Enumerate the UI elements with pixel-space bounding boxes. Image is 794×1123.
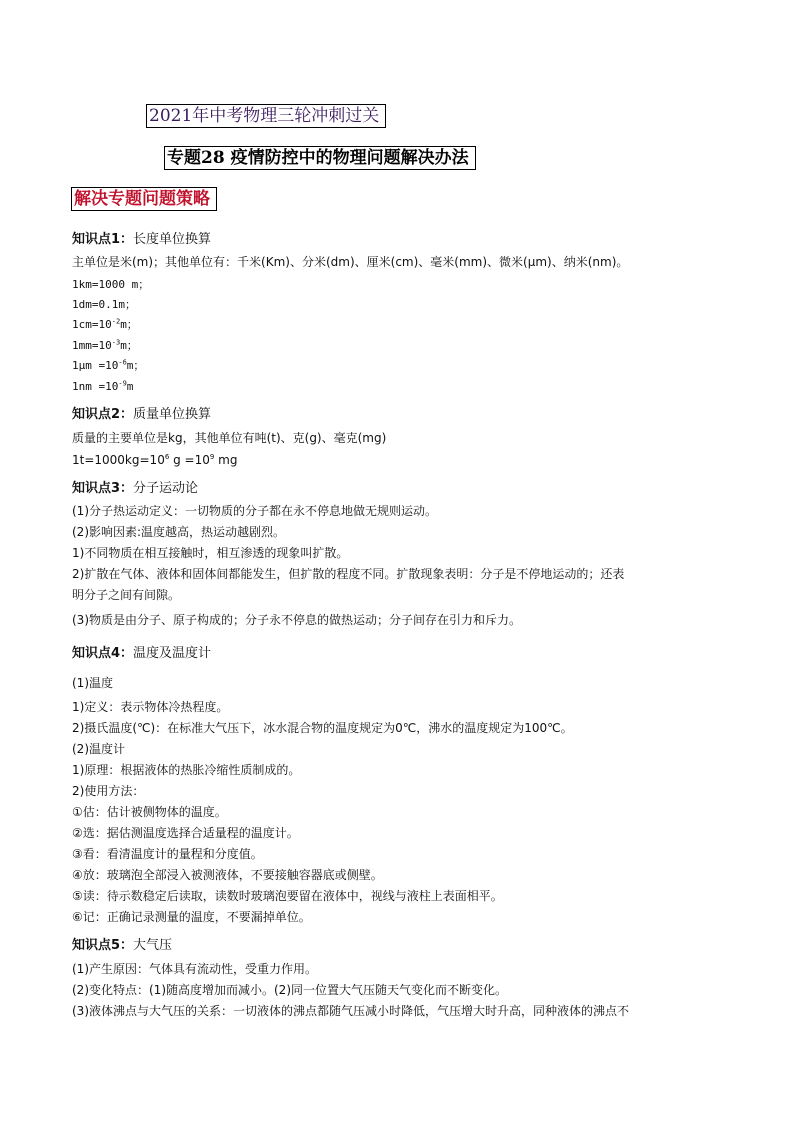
paragraph: (1)产生原因：气体具有流动性，受重力作用。 — [72, 962, 317, 976]
paragraph: 1km=1000 m； — [72, 278, 150, 291]
paragraph: 1)原理：根据液体的热胀冷缩性质制成的。 — [72, 763, 301, 777]
paragraph: (1)分子热运动定义：一切物质的分子都在永不停息地做无规则运动。 — [72, 504, 438, 518]
section-title: 大气压 — [133, 938, 173, 953]
paragraph: 2)使用方法： — [72, 784, 145, 798]
exponent: -6 — [118, 358, 127, 367]
section-label: 知识点5： — [72, 938, 134, 953]
formula-line — [72, 452, 237, 468]
exponent: 9 — [209, 453, 215, 461]
paragraph: (2)温度计 — [72, 742, 125, 756]
paragraph: 2)摄氏温度(℃)：在标准大气压下，冰水混合物的温度规定为0℃，沸水的温度规定为100℃。 — [72, 721, 573, 735]
exponent: -2 — [111, 317, 121, 326]
section-title: 分子运动论 — [133, 481, 199, 496]
section-heading-5 — [72, 934, 172, 953]
paragraph: ④放：玻璃泡全部浸入被测液体，不要接触容器底或侧壁。 — [72, 868, 383, 882]
paragraph: 明分子之间有间隙。 — [72, 588, 181, 602]
exponent: -3 — [111, 338, 121, 347]
exponent: 6 — [164, 453, 170, 461]
exponent: -9 — [118, 379, 127, 388]
paragraph: 1)定义：表示物体冷热程度。 — [72, 700, 229, 714]
section-heading-4 — [72, 642, 211, 661]
paragraph: 质量的主要单位是kg，其他单位有吨(t)、克(g)、毫克(mg) — [72, 431, 387, 445]
section-title: 长度单位换算 — [133, 232, 212, 247]
section-label: 知识点2： — [72, 407, 134, 422]
document-title: 2021年中考物理三轮冲刺过关 — [146, 104, 386, 128]
paragraph: 主单位是米(m)；其他单位有：千米(Km)、分米(dm)、厘米(cm)、毫米(mm)、微米(μm)、纳米(nm)。 — [72, 255, 629, 269]
formula-text: m； — [126, 359, 145, 372]
paragraph: 2)扩散在气体、液体和固体间都能发生，但扩散的程度不同。扩散现象表明：分子是不停地运动的；还表 — [72, 567, 625, 581]
section-heading-3 — [72, 477, 198, 496]
paragraph: (3)物质是由分子、原子构成的；分子永不停息的做热运动；分子间存在引力和斥力。 — [72, 613, 522, 627]
paragraph: (2)影响因素:温度越高，热运动越剧烈。 — [72, 525, 286, 539]
formula-text: m； — [120, 339, 138, 352]
formula-text: m — [126, 380, 134, 393]
section-heading-2 — [72, 403, 211, 422]
formula-line — [72, 358, 144, 374]
section-label: 知识点1： — [72, 232, 134, 247]
formula-line — [72, 379, 133, 395]
section-label: 知识点3： — [72, 481, 134, 496]
strategy-heading: 解决专题问题策略 — [71, 187, 217, 211]
formula-text: m； — [120, 318, 138, 331]
formula-text: 1nm =10 — [72, 380, 119, 393]
paragraph: 1)不同物质在相互接触时，相互渗透的现象叫扩散。 — [72, 546, 349, 560]
paragraph: 1dm=0.1m； — [72, 298, 136, 311]
paragraph: ②选：据估测温度选择合适量程的温度计。 — [72, 826, 299, 840]
section-title: 温度及温度计 — [133, 646, 212, 661]
paragraph: (1)温度 — [72, 676, 113, 690]
formula-text: g =10 — [169, 453, 210, 467]
formula-line — [72, 317, 138, 333]
paragraph: (3)液体沸点与大气压的关系：一切液体的沸点都随气压减小时降低，气压增大时升高，同种液体的沸点不 — [72, 1004, 630, 1018]
paragraph: ①估：估计被侧物体的温度。 — [72, 805, 227, 819]
formula-text: 1t=1000kg=10 — [72, 453, 165, 467]
section-heading-1 — [72, 228, 211, 247]
section-title: 质量单位换算 — [133, 407, 212, 422]
paragraph: ⑥记：正确记录测量的温度，不要漏掉单位。 — [72, 910, 311, 924]
formula-line — [72, 338, 138, 354]
formula-text: 1cm=10 — [72, 318, 112, 331]
formula-text: 1mm=10 — [72, 339, 112, 352]
paragraph: ③看：看清温度计的量程和分度值。 — [72, 847, 263, 861]
section-label: 知识点4： — [72, 646, 134, 661]
formula-text: mg — [214, 453, 238, 467]
paragraph: ⑤读：待示数稳定后读取，读数时玻璃泡要留在液体中，视线与液柱上表面相平。 — [72, 889, 503, 903]
formula-text: 1μm =10 — [72, 359, 119, 372]
document-subtitle: 专题28 疫情防控中的物理问题解决办法 — [164, 146, 476, 170]
paragraph: (2)变化特点：(1)随高度增加而减小。(2)同一位置大气压随天气变化而不断变化。 — [72, 983, 507, 997]
